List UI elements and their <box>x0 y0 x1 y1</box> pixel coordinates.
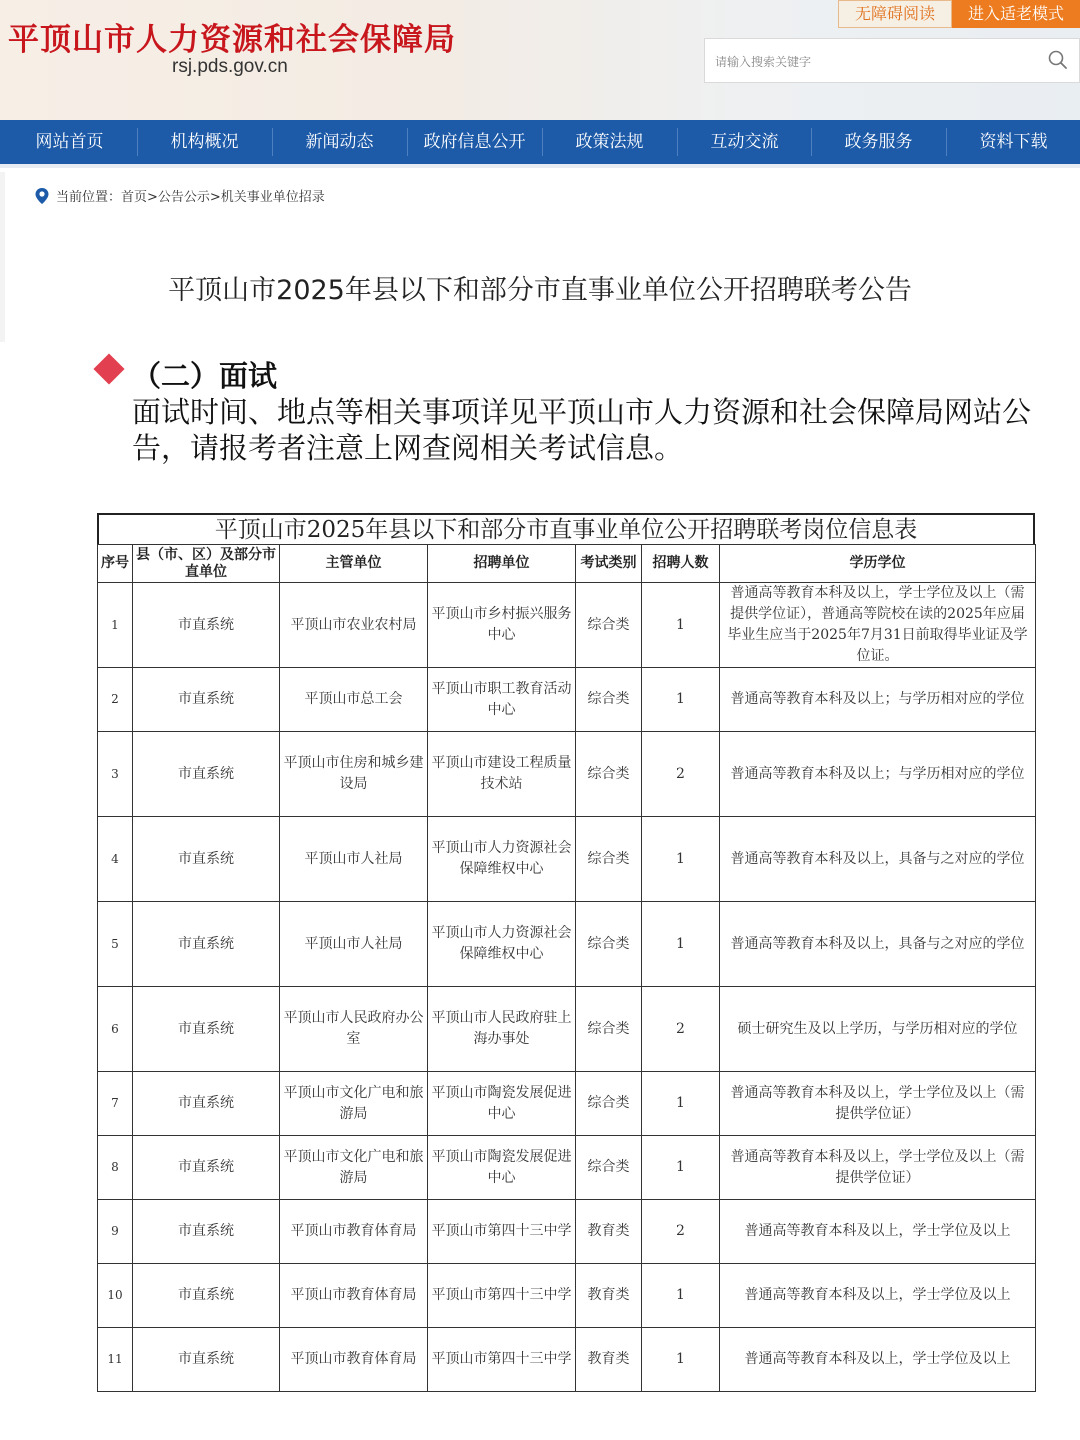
search-icon[interactable] <box>1047 49 1069 71</box>
accessibility-button[interactable]: 无障碍阅读 <box>838 0 952 28</box>
cell-headcount: 1 <box>642 668 720 732</box>
search-box <box>704 38 1080 83</box>
cell-employer: 平顶山市人力资源社会保障维权中心 <box>428 902 576 987</box>
cell-index: 11 <box>98 1328 133 1392</box>
nav-separator <box>542 128 543 156</box>
location-pin-icon <box>34 187 50 205</box>
table-caption: 平顶山市2025年县以下和部分市直事业单位公开招聘联考岗位信息表 <box>97 513 1035 544</box>
cell-index: 2 <box>98 668 133 732</box>
cell-authority: 平顶山市教育体育局 <box>280 1264 428 1328</box>
header-exam-type: 考试类别 <box>576 545 642 583</box>
cell-employer: 平顶山市第四十三中学 <box>428 1264 576 1328</box>
cell-headcount: 1 <box>642 817 720 902</box>
cell-region: 市直系统 <box>133 668 280 732</box>
nav-item-1[interactable]: 网站首页 <box>35 132 104 152</box>
cell-education: 普通高等教育本科及以上，学士学位及以上 <box>720 1264 1036 1328</box>
header-headcount: 招聘人数 <box>642 545 720 583</box>
header-authority: 主管单位 <box>280 545 428 583</box>
cell-index: 6 <box>98 987 133 1072</box>
cell-employer: 平顶山市人力资源社会保障维权中心 <box>428 817 576 902</box>
nav-separator <box>677 128 678 156</box>
cell-index: 9 <box>98 1200 133 1264</box>
nav-separator <box>137 128 138 156</box>
nav-item-5[interactable]: 政策法规 <box>575 132 644 152</box>
cell-region: 市直系统 <box>133 1328 280 1392</box>
cell-region: 市直系统 <box>133 1264 280 1328</box>
cell-exam-type: 综合类 <box>576 902 642 987</box>
cell-index: 1 <box>98 583 133 668</box>
nav-item-2[interactable]: 机构概况 <box>170 132 239 152</box>
cell-index: 10 <box>98 1264 133 1328</box>
cell-exam-type: 教育类 <box>576 1328 642 1392</box>
cell-headcount: 1 <box>642 902 720 987</box>
cell-employer: 平顶山市人民政府驻上海办事处 <box>428 987 576 1072</box>
cell-headcount: 2 <box>642 987 720 1072</box>
cell-education: 普通高等教育本科及以上；与学历相对应的学位 <box>720 668 1036 732</box>
nav-item-6[interactable]: 互动交流 <box>710 132 779 152</box>
header-employer: 招聘单位 <box>428 545 576 583</box>
article-title: 平顶山市2025年县以下和部分市直事业单位公开招聘联考公告 <box>168 275 912 306</box>
nav-item-7[interactable]: 政务服务 <box>844 132 913 152</box>
cell-exam-type: 综合类 <box>576 987 642 1072</box>
cell-index: 7 <box>98 1072 133 1136</box>
cell-headcount: 1 <box>642 1136 720 1200</box>
table-row <box>98 732 1036 817</box>
section-heading: （二）面试 <box>132 359 278 393</box>
search-input[interactable] <box>713 49 1037 75</box>
cell-education: 普通高等教育本科及以上，学士学位及以上 <box>720 1200 1036 1264</box>
cell-employer: 平顶山市建设工程质量技术站 <box>428 732 576 817</box>
cell-education: 普通高等教育本科及以上；与学历相对应的学位 <box>720 732 1036 817</box>
position-info-table <box>97 544 1036 1392</box>
table-row <box>98 1264 1036 1328</box>
site-domain: rsj.pds.gov.cn <box>172 56 288 77</box>
nav-item-8[interactable]: 资料下载 <box>979 132 1048 152</box>
cell-exam-type: 教育类 <box>576 1264 642 1328</box>
table-row <box>98 668 1036 732</box>
cell-headcount: 1 <box>642 1072 720 1136</box>
cell-region: 市直系统 <box>133 1136 280 1200</box>
cell-authority: 平顶山市文化广电和旅游局 <box>280 1072 428 1136</box>
cell-authority: 平顶山市农业农村局 <box>280 583 428 668</box>
cell-authority: 平顶山市教育体育局 <box>280 1328 428 1392</box>
cell-headcount: 1 <box>642 1328 720 1392</box>
cell-employer: 平顶山市陶瓷发展促进中心 <box>428 1072 576 1136</box>
cell-region: 市直系统 <box>133 1200 280 1264</box>
cell-headcount: 1 <box>642 1264 720 1328</box>
cell-education: 普通高等教育本科及以上，学士学位及以上（需提供学位证），普通高等院校在读的2025年应届毕业生应当于2025年7月31日前取得毕业证及学位证。 <box>720 583 1036 668</box>
cell-region: 市直系统 <box>133 902 280 987</box>
cell-employer: 平顶山市第四十三中学 <box>428 1200 576 1264</box>
cell-headcount: 2 <box>642 1200 720 1264</box>
header-region: 县（市、区）及部分市直单位 <box>133 545 280 583</box>
cell-education: 普通高等教育本科及以上，学士学位及以上（需提供学位证） <box>720 1136 1036 1200</box>
cell-authority: 平顶山市人社局 <box>280 817 428 902</box>
cell-region: 市直系统 <box>133 732 280 817</box>
cell-exam-type: 教育类 <box>576 1200 642 1264</box>
cell-education: 普通高等教育本科及以上，具备与之对应的学位 <box>720 902 1036 987</box>
table-row <box>98 1072 1036 1136</box>
cell-education: 普通高等教育本科及以上，具备与之对应的学位 <box>720 817 1036 902</box>
diamond-bullet-icon <box>93 353 124 384</box>
cell-exam-type: 综合类 <box>576 1136 642 1200</box>
table-row <box>98 1136 1036 1200</box>
header-index: 序号 <box>98 545 133 583</box>
position-table <box>97 513 1035 1392</box>
cell-region: 市直系统 <box>133 987 280 1072</box>
main-nav <box>0 120 1080 168</box>
cell-employer: 平顶山市乡村振兴服务中心 <box>428 583 576 668</box>
nav-item-3[interactable]: 新闻动态 <box>305 132 374 152</box>
cell-index: 5 <box>98 902 133 987</box>
cell-employer: 平顶山市陶瓷发展促进中心 <box>428 1136 576 1200</box>
table-row <box>98 817 1036 902</box>
cell-exam-type: 综合类 <box>576 668 642 732</box>
nav-separator <box>407 128 408 156</box>
cell-employer: 平顶山市第四十三中学 <box>428 1328 576 1392</box>
table-row <box>98 902 1036 987</box>
nav-separator <box>811 128 812 156</box>
cell-exam-type: 综合类 <box>576 1072 642 1136</box>
cell-region: 市直系统 <box>133 583 280 668</box>
breadcrumb <box>34 186 325 206</box>
cell-region: 市直系统 <box>133 1072 280 1136</box>
table-row <box>98 987 1036 1072</box>
cell-index: 8 <box>98 1136 133 1200</box>
section-body: 面试时间、地点等相关事项详见平顶山市人力资源和社会保障局网站公告，请报考者注意上网查阅相关考试信息。 <box>132 395 1032 465</box>
cell-authority: 平顶山市文化广电和旅游局 <box>280 1136 428 1200</box>
cell-authority: 平顶山市教育体育局 <box>280 1200 428 1264</box>
table-row <box>98 1200 1036 1264</box>
cell-authority: 平顶山市住房和城乡建设局 <box>280 732 428 817</box>
cell-authority: 平顶山市人民政府办公室 <box>280 987 428 1072</box>
table-row <box>98 1328 1036 1392</box>
site-title[interactable]: 平顶山市人力资源和社会保障局 <box>8 22 456 58</box>
cell-education: 普通高等教育本科及以上，学士学位及以上（需提供学位证） <box>720 1072 1036 1136</box>
breadcrumb-text[interactable]: 当前位置：首页>公告公示>机关事业单位招录 <box>56 190 325 205</box>
cell-headcount: 1 <box>642 583 720 668</box>
nav-item-4[interactable]: 政府信息公开 <box>423 132 526 152</box>
table-header-row <box>98 545 1036 583</box>
site-header <box>0 0 1080 120</box>
cell-education: 普通高等教育本科及以上，学士学位及以上 <box>720 1328 1036 1392</box>
cell-region: 市直系统 <box>133 817 280 902</box>
cell-index: 3 <box>98 732 133 817</box>
cell-headcount: 2 <box>642 732 720 817</box>
cell-exam-type: 综合类 <box>576 583 642 668</box>
cell-exam-type: 综合类 <box>576 817 642 902</box>
nav-separator <box>946 128 947 156</box>
cell-employer: 平顶山市职工教育活动中心 <box>428 668 576 732</box>
left-edge-strip <box>0 172 5 342</box>
cell-index: 4 <box>98 817 133 902</box>
cell-education: 硕士研究生及以上学历，与学历相对应的学位 <box>720 987 1036 1072</box>
cell-exam-type: 综合类 <box>576 732 642 817</box>
elder-mode-button[interactable]: 进入适老模式 <box>952 0 1080 28</box>
table-row <box>98 583 1036 668</box>
cell-authority: 平顶山市人社局 <box>280 902 428 987</box>
header-education: 学历学位 <box>720 545 1036 583</box>
nav-separator <box>272 128 273 156</box>
cell-authority: 平顶山市总工会 <box>280 668 428 732</box>
